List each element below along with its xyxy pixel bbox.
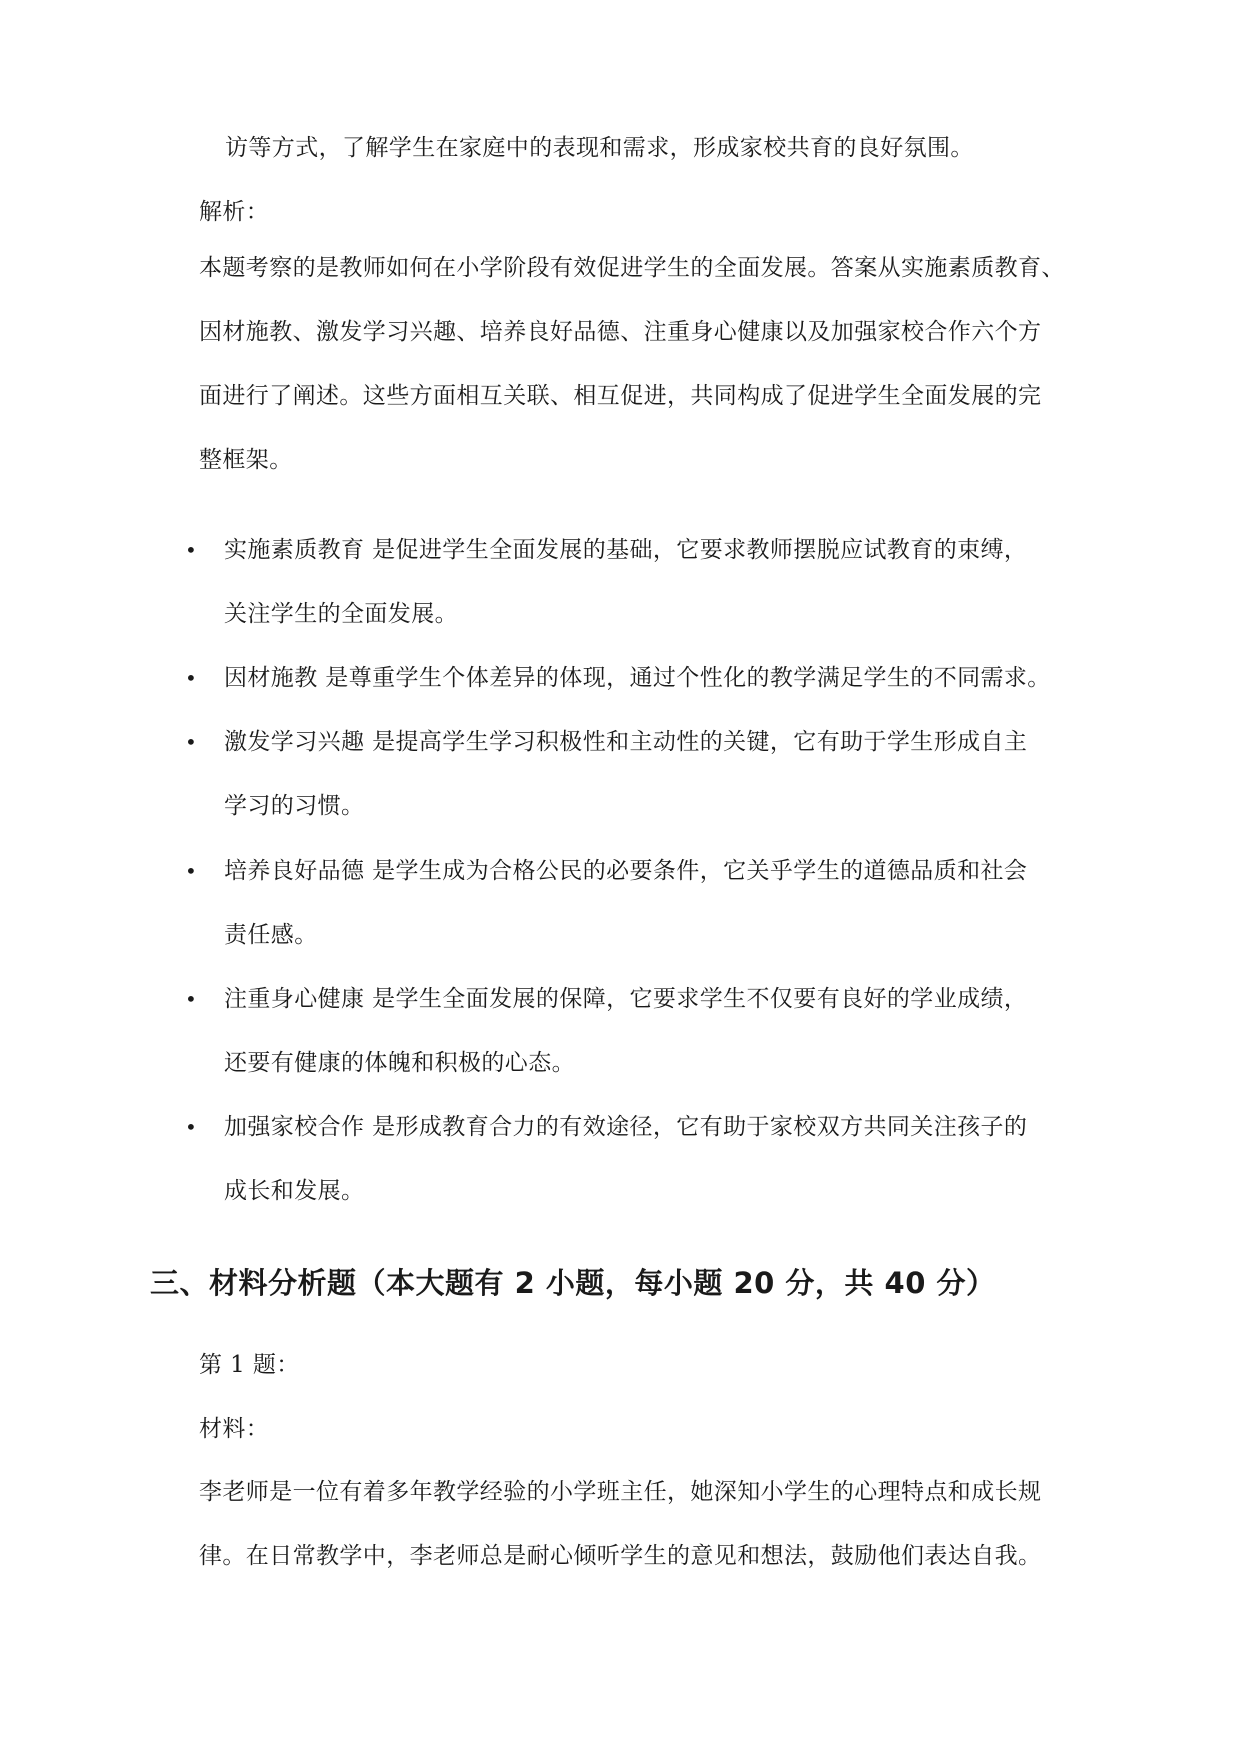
- bullet-item-line: 关注学生的全面发展。: [224, 601, 458, 627]
- bullet-icon: •: [185, 987, 197, 1011]
- analysis-label: 解析：: [199, 199, 270, 225]
- bullet-icon: •: [185, 859, 197, 883]
- bullet-item-line: 培养良好品德 是学生成为合格公民的必要条件，它关乎学生的道德品质和社会: [224, 858, 1028, 884]
- analysis-paragraph-line: 整框架。: [199, 447, 293, 473]
- bullet-item-line: 学习的习惯。: [224, 793, 365, 819]
- bullet-item-line: 激发学习兴趣 是提高学生学习积极性和主动性的关键，它有助于学生形成自主: [224, 729, 1028, 755]
- bullet-item-line: 实施素质教育 是促进学生全面发展的基础，它要求教师摆脱应试教育的束缚，: [224, 537, 1028, 563]
- bullet-item-line: 加强家校合作 是形成教育合力的有效途径，它有助于家校双方共同关注孩子的: [224, 1114, 1028, 1140]
- intro-line: 访等方式，了解学生在家庭中的表现和需求，形成家校共育的良好氛围。: [225, 135, 974, 161]
- bullet-icon: •: [185, 666, 197, 690]
- section-heading: 三、材料分析题（本大题有 2 小题，每小题 20 分，共 40 分）: [150, 1266, 996, 1300]
- bullet-item-line: 成长和发展。: [224, 1178, 365, 1204]
- bullet-item-line: 因材施教 是尊重学生个体差异的体现，通过个性化的教学满足学生的不同需求。: [224, 665, 1051, 691]
- analysis-paragraph-line: 本题考察的是教师如何在小学阶段有效促进学生的全面发展。答案从实施素质教育、: [199, 255, 1065, 281]
- material-label: 材料：: [199, 1416, 270, 1442]
- bullet-icon: •: [185, 1115, 197, 1139]
- bullet-item-line: 还要有健康的体魄和积极的心态。: [224, 1050, 575, 1076]
- bullet-item-line: 注重身心健康 是学生全面发展的保障，它要求学生不仅要有良好的学业成绩，: [224, 986, 1028, 1012]
- analysis-paragraph-line: 因材施教、激发学习兴趣、培养良好品德、注重身心健康以及加强家校合作六个方: [199, 319, 1042, 345]
- bullet-icon: •: [185, 730, 197, 754]
- analysis-paragraph-line: 面进行了阐述。这些方面相互关联、相互促进，共同构成了促进学生全面发展的完: [199, 383, 1042, 409]
- question-number-label: 第 1 题：: [199, 1352, 300, 1378]
- material-line: 律。在日常教学中，李老师总是耐心倾听学生的意见和想法，鼓励他们表达自我。: [199, 1543, 1042, 1569]
- bullet-item-line: 责任感。: [224, 922, 318, 948]
- bullet-icon: •: [185, 538, 197, 562]
- material-line: 李老师是一位有着多年教学经验的小学班主任，她深知小学生的心理特点和成长规: [199, 1479, 1042, 1505]
